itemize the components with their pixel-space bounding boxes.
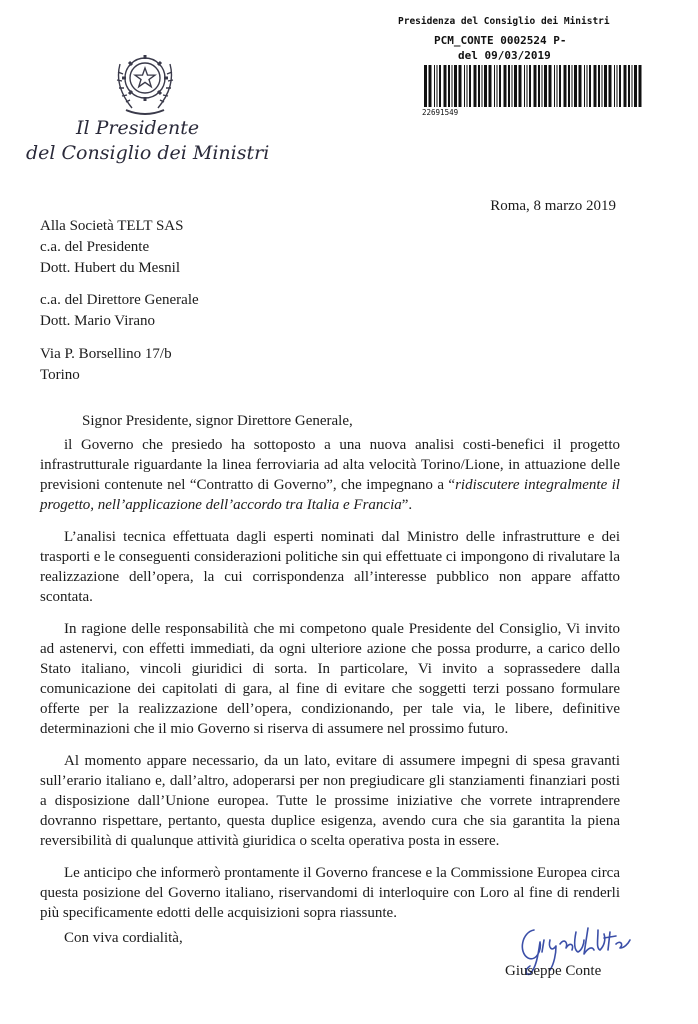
paragraph-3: In ragione delle responsabilità che mi competono quale Presidente del Consiglio, Vi invito ad astenervi, con effetti immediati, da ogni ulteriore azione che possa produrre, a carico dello Stato italiano, vincoli giuridici di sorta. In particolare, Vi invito a soprassedere dalla comunicazione dei capitolati di gara, al fine di evitare che soggetti terzi possano formulare offerte per la realizzazione dell’opera, condizionando, per tale via, le libere, definitive determinazioni che il mio Governo si riserva di assumere nel prossimo futuro. — [40, 621, 620, 737]
barcode-icon — [422, 65, 644, 107]
barcode-number: 22691549 — [422, 108, 459, 117]
recipient-line: c.a. del Direttore Generale — [40, 292, 199, 308]
recipient-line: Dott. Hubert du Mesnil — [40, 260, 180, 276]
letter-date: Roma, 8 marzo 2019 — [490, 198, 616, 214]
recipient-line: Via P. Borsellino 17/b — [40, 346, 172, 362]
stamp-date: del 09/03/2019 — [458, 49, 551, 62]
letterhead-title: Il Presidente — [76, 117, 200, 139]
paragraph-4: Al momento appare necessario, da un lato, evitare di assumere impegni di spesa gravanti sull’erario italiano e, dall’altro, adoperarsi per non pregiudicare gli stanziamenti finanziari posti a disposizione dall’Unione europea. Tutte le prossime iniziative che vorrete intraprendere dovranno rispettare, pertanto, questa duplice esigenza, avendo cura che sia garantita la piena reversibilità di qualunque attività giuridica o scelta operativa posta in essere. — [40, 753, 620, 849]
recipient-line: c.a. del Presidente — [40, 239, 150, 255]
recipient-line: Alla Società TELT SAS — [40, 218, 184, 234]
stamp-protocol-number: PCM_CONTE 0002524 P- — [434, 34, 567, 47]
paragraph-2: L’analisi tecnica effettuata dagli esperti nominati dal Ministro delle infrastrutture e dei trasporti e le conseguenti considerazioni politiche sin qui effettuate ci impongono di rivalutare la realizzazione dell’opera, la cui corrispondenza all’interesse pubblico non appare affatto scontata. — [40, 529, 620, 605]
stamp-office: Presidenza del Consiglio dei Ministri — [398, 16, 610, 27]
paragraph-1 — [40, 435, 620, 515]
letterhead-subtitle: del Consiglio dei Ministri — [26, 142, 270, 164]
letter-body — [40, 435, 620, 935]
signer-name: Giuseppe Conte — [505, 963, 602, 979]
closing: Con viva cordialità, — [64, 930, 183, 946]
recipient-line: Dott. Mario Virano — [40, 313, 156, 329]
paragraph-1-quote: ridiscutere integralmente il progetto, nell’applicazione dell’accordo tra Italia e Francia — [40, 477, 620, 513]
recipient-block-address — [40, 344, 172, 386]
protocol-stamp — [388, 12, 650, 118]
paragraph-1-text: il Governo che presiedo ha sottoposto a una nuova analisi costi-benefici il progetto infrastrutturale riguardante la linea ferroviaria ad alta velocità Torino/Lione, in attuazione delle previsioni contenute nel “Contratto di Governo”, che impegnano a “ — [40, 437, 620, 493]
salutation: Signor Presidente, signor Direttore Generale, — [82, 413, 353, 429]
recipient-line: Torino — [40, 367, 80, 383]
italian-republic-emblem-icon — [112, 44, 178, 120]
paragraph-1-end: ”. — [401, 497, 413, 513]
paragraph-5: Le anticipo che informerò prontamente il Governo francese e la Commissione Europea circa questa posizione del Governo italiano, riservandomi di interloquire con Loro al fine di renderli più specificamente edotti delle acquisizioni sopra riassunte. — [40, 865, 620, 921]
recipient-block-director — [40, 290, 199, 332]
recipient-block-company — [40, 216, 183, 279]
letterhead — [24, 116, 284, 166]
